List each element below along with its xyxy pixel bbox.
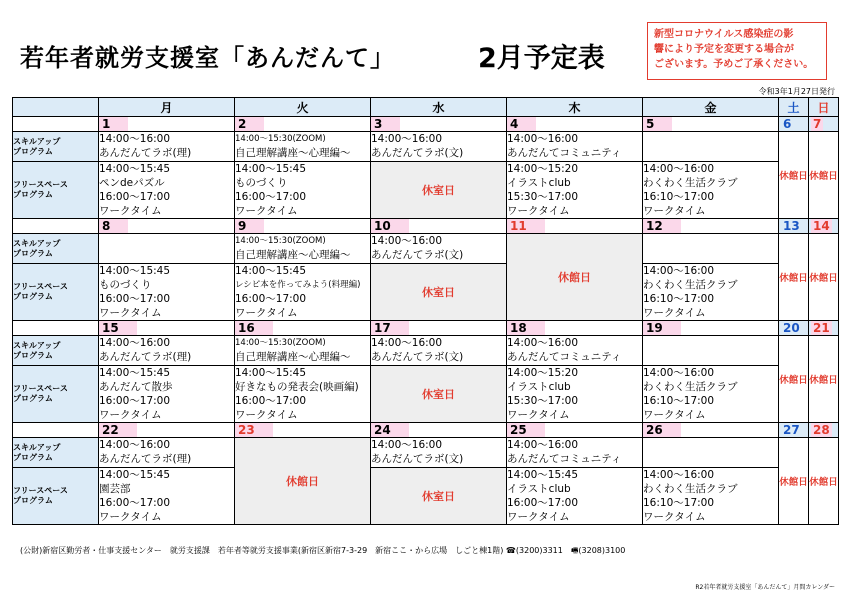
program-line: ワークタイム bbox=[99, 409, 162, 421]
date-row bbox=[13, 117, 839, 132]
program-line: あんだんてラボ(理) bbox=[99, 453, 192, 465]
program-line: ワークタイム bbox=[235, 409, 298, 421]
program-line: 14:00〜16:00 bbox=[507, 439, 579, 451]
thu-skill-program-cell bbox=[507, 336, 643, 366]
program-line: 14:00〜16:00 bbox=[643, 469, 715, 481]
row-label-skillup bbox=[13, 336, 99, 366]
tue-free-program-cell bbox=[235, 366, 371, 423]
program-line: ワークタイム bbox=[507, 511, 570, 523]
date-cell bbox=[643, 321, 779, 336]
program-line: 14:00〜16:00 bbox=[371, 337, 443, 349]
program-line: ワークタイム bbox=[507, 409, 570, 421]
notice-line: 響により予定を変更する場合が bbox=[654, 44, 794, 55]
program-line: 14:00〜16:00 bbox=[507, 133, 579, 145]
date-number: 25 bbox=[507, 423, 545, 437]
date-number: 7 bbox=[813, 117, 822, 131]
program-line: ワークタイム bbox=[507, 205, 570, 217]
building-closed-cell: 休館日 bbox=[507, 234, 643, 321]
thu-free-program-cell bbox=[507, 468, 643, 525]
program-line: 14:00〜15:45 bbox=[99, 469, 171, 481]
program-line: わくわく生活クラブ bbox=[643, 381, 738, 393]
program-line: 16:00〜17:00 bbox=[235, 395, 307, 407]
footer-caption: R2若年者就労支援室「あんだんて」月間カレンダー bbox=[695, 584, 835, 591]
program-line: ワークタイム bbox=[643, 409, 706, 421]
date-number: 27 bbox=[783, 423, 800, 437]
program-line: 16:00〜17:00 bbox=[235, 191, 307, 203]
date-number: 10 bbox=[371, 219, 409, 233]
weekday-mon: 月 bbox=[99, 98, 235, 117]
date-row-blank bbox=[13, 219, 99, 234]
row-label-freespace bbox=[13, 162, 99, 219]
program-line: 14:00〜16:00 bbox=[643, 367, 715, 379]
date-number: 16 bbox=[235, 321, 273, 335]
weekday-sat: 土 bbox=[779, 98, 809, 117]
program-line: レシピ本を作ってみよう(料理編) bbox=[235, 280, 361, 290]
tue-skill-program-cell bbox=[235, 132, 371, 162]
empty-cell bbox=[643, 234, 779, 264]
empty-cell bbox=[643, 132, 779, 162]
mon-skill-program-cell bbox=[99, 132, 235, 162]
date-number: 13 bbox=[783, 219, 800, 233]
program-line: 15:30〜17:00 bbox=[507, 395, 579, 407]
program-line: イラストclub bbox=[507, 381, 571, 393]
program-line: 自己理解講座〜心理編〜 bbox=[235, 147, 351, 159]
program-line: 16:10〜17:00 bbox=[643, 395, 715, 407]
date-number: 8 bbox=[99, 219, 128, 233]
calendar-table bbox=[12, 97, 839, 525]
empty-cell bbox=[643, 336, 779, 366]
program-line: ペンdeパズル bbox=[99, 177, 165, 189]
row-label-line: プログラム bbox=[13, 190, 53, 199]
program-line: 14:00〜16:00 bbox=[99, 337, 171, 349]
row-label-line: プログラム bbox=[13, 496, 53, 505]
date-number: 24 bbox=[371, 423, 409, 437]
date-number: 26 bbox=[643, 423, 681, 437]
date-cell bbox=[99, 117, 235, 132]
date-cell bbox=[779, 423, 809, 438]
program-line: 14:00〜15:45 bbox=[235, 163, 307, 175]
notice-box bbox=[647, 22, 827, 80]
date-number: 12 bbox=[643, 219, 681, 233]
row-label-line: スキルアップ bbox=[13, 238, 61, 248]
program-line: 14:00〜15:45 bbox=[99, 265, 171, 277]
program-line: 14:00〜15:30(ZOOM) bbox=[235, 338, 326, 348]
program-line: わくわく生活クラブ bbox=[643, 177, 738, 189]
date-number: 9 bbox=[235, 219, 264, 233]
program-line: あんだんてコミュニティ bbox=[507, 351, 622, 363]
date-cell bbox=[643, 219, 779, 234]
fri-free-program-cell bbox=[643, 162, 779, 219]
program-line: 14:00〜16:00 bbox=[643, 265, 715, 277]
row-label-line: フリースペース bbox=[13, 180, 68, 189]
program-line: あんだんてラボ(文) bbox=[371, 351, 464, 363]
freespace-row bbox=[13, 264, 839, 321]
date-cell bbox=[99, 423, 235, 438]
program-line: あんだんてコミュニティ bbox=[507, 453, 622, 465]
weekday-fri: 金 bbox=[643, 98, 779, 117]
program-line: 自己理解講座〜心理編〜 bbox=[235, 249, 351, 261]
skillup-row bbox=[13, 336, 839, 366]
program-line: 14:00〜16:00 bbox=[371, 133, 443, 145]
date-cell bbox=[507, 117, 643, 132]
program-line: あんだんてラボ(文) bbox=[371, 147, 464, 159]
weekday-thu: 木 bbox=[507, 98, 643, 117]
room-closed-cell: 休室日 bbox=[371, 264, 507, 321]
program-line: あんだんて散歩 bbox=[99, 381, 173, 393]
date-number: 28 bbox=[813, 423, 830, 437]
date-number: 19 bbox=[643, 321, 681, 335]
row-label-line: フリースペース bbox=[13, 486, 68, 495]
tue-free-program-cell bbox=[235, 162, 371, 219]
date-cell bbox=[643, 423, 779, 438]
row-label-skillup bbox=[13, 234, 99, 264]
mon-free-program-cell bbox=[99, 468, 235, 525]
program-line: イラストclub bbox=[507, 483, 571, 495]
month-title: 2月予定表 bbox=[478, 43, 605, 74]
program-line: 14:00〜15:45 bbox=[235, 265, 307, 277]
program-line: 16:00〜17:00 bbox=[235, 293, 307, 305]
room-closed-cell: 休室日 bbox=[371, 366, 507, 423]
room-closed-cell: 休室日 bbox=[371, 162, 507, 219]
row-label-freespace bbox=[13, 366, 99, 423]
sat-closed-cell: 休館日 bbox=[779, 336, 809, 423]
date-cell bbox=[779, 219, 809, 234]
date-row bbox=[13, 321, 839, 336]
row-label-skillup bbox=[13, 438, 99, 468]
program-line: 14:00〜15:20 bbox=[507, 367, 579, 379]
date-number: 4 bbox=[507, 117, 536, 131]
sat-closed-cell: 休館日 bbox=[779, 234, 809, 321]
program-line: 14:00〜15:45 bbox=[99, 367, 171, 379]
empty-cell bbox=[99, 234, 235, 264]
date-number: 1 bbox=[99, 117, 128, 131]
sun-closed-cell: 休館日 bbox=[809, 336, 839, 423]
sun-closed-cell: 休館日 bbox=[809, 438, 839, 525]
date-cell bbox=[809, 117, 839, 132]
date-cell bbox=[371, 219, 507, 234]
date-row bbox=[13, 423, 839, 438]
program-line: ワークタイム bbox=[643, 205, 706, 217]
fri-free-program-cell bbox=[643, 366, 779, 423]
notice-line: ございます。予めご了承ください。 bbox=[654, 59, 814, 70]
row-label-skillup bbox=[13, 132, 99, 162]
date-cell bbox=[809, 219, 839, 234]
program-line: 14:00〜16:00 bbox=[371, 439, 443, 451]
row-label-line: プログラム bbox=[13, 394, 53, 403]
empty-cell bbox=[643, 438, 779, 468]
program-line: 14:00〜16:00 bbox=[99, 133, 171, 145]
mon-free-program-cell bbox=[99, 264, 235, 321]
program-line: ワークタイム bbox=[99, 307, 162, 319]
program-line: 自己理解講座〜心理編〜 bbox=[235, 351, 351, 363]
program-line: 14:00〜16:00 bbox=[643, 163, 715, 175]
row-label-freespace bbox=[13, 264, 99, 321]
page-title: 若年者就労支援室「あんだんて」 bbox=[20, 44, 395, 72]
date-number: 11 bbox=[507, 219, 545, 233]
skillup-row bbox=[13, 234, 839, 264]
date-number: 2 bbox=[235, 117, 264, 131]
date-cell bbox=[235, 219, 371, 234]
row-label-line: スキルアップ bbox=[13, 442, 61, 452]
date-cell bbox=[507, 219, 643, 234]
date-cell bbox=[779, 117, 809, 132]
tue-skill-program-cell bbox=[235, 336, 371, 366]
date-number: 23 bbox=[235, 423, 273, 437]
date-number: 22 bbox=[99, 423, 137, 437]
program-line: 14:00〜16:00 bbox=[507, 337, 579, 349]
program-line: 14:00〜16:00 bbox=[99, 439, 171, 451]
program-line: あんだんてラボ(理) bbox=[99, 147, 192, 159]
row-label-freespace bbox=[13, 468, 99, 525]
program-line: あんだんてラボ(理) bbox=[99, 351, 192, 363]
row-label-line: スキルアップ bbox=[13, 136, 61, 146]
thu-skill-program-cell bbox=[507, 438, 643, 468]
date-number: 21 bbox=[813, 321, 830, 335]
program-line: ものづくり bbox=[99, 279, 152, 291]
date-number: 15 bbox=[99, 321, 137, 335]
date-cell bbox=[371, 117, 507, 132]
freespace-row bbox=[13, 468, 839, 525]
tue-skill-program-cell bbox=[235, 234, 371, 264]
mon-skill-program-cell bbox=[99, 438, 235, 468]
program-line: 園芸部 bbox=[99, 483, 131, 495]
skillup-row bbox=[13, 132, 839, 162]
program-line: ものづくり bbox=[235, 177, 288, 189]
date-number: 17 bbox=[371, 321, 409, 335]
date-row-blank bbox=[13, 117, 99, 132]
sat-closed-cell: 休館日 bbox=[779, 132, 809, 219]
date-cell bbox=[235, 423, 371, 438]
program-line: 14:00〜15:45 bbox=[99, 163, 171, 175]
program-line: あんだんてコミュニティ bbox=[507, 147, 622, 159]
program-line: 16:00〜17:00 bbox=[99, 395, 171, 407]
date-number: 5 bbox=[643, 117, 672, 131]
row-label-line: スキルアップ bbox=[13, 340, 61, 350]
date-cell bbox=[809, 423, 839, 438]
date-row-blank bbox=[13, 423, 99, 438]
date-cell bbox=[371, 423, 507, 438]
fri-free-program-cell bbox=[643, 264, 779, 321]
program-line: 16:00〜17:00 bbox=[99, 497, 171, 509]
weekday-tue: 火 bbox=[235, 98, 371, 117]
weekday-wed: 水 bbox=[371, 98, 507, 117]
program-line: 16:10〜17:00 bbox=[643, 293, 715, 305]
thu-free-program-cell bbox=[507, 162, 643, 219]
fri-free-program-cell bbox=[643, 468, 779, 525]
weekday-header-row bbox=[13, 98, 839, 117]
program-line: 15:30〜17:00 bbox=[507, 191, 579, 203]
program-line: 14:00〜15:30(ZOOM) bbox=[235, 134, 326, 144]
date-cell bbox=[779, 321, 809, 336]
sat-closed-cell: 休館日 bbox=[779, 438, 809, 525]
program-line: 14:00〜15:45 bbox=[507, 469, 579, 481]
building-closed-cell: 休館日 bbox=[235, 438, 371, 525]
date-cell bbox=[99, 219, 235, 234]
date-row-blank bbox=[13, 321, 99, 336]
date-number: 20 bbox=[783, 321, 800, 335]
date-cell bbox=[809, 321, 839, 336]
row-label-line: プログラム bbox=[13, 248, 53, 258]
mon-free-program-cell bbox=[99, 366, 235, 423]
weekday-sun: 日 bbox=[809, 98, 839, 117]
date-row bbox=[13, 219, 839, 234]
date-cell bbox=[507, 423, 643, 438]
row-label-line: フリースペース bbox=[13, 282, 68, 291]
program-line: あんだんてラボ(文) bbox=[371, 249, 464, 261]
program-line: ワークタイム bbox=[643, 511, 706, 523]
wed-skill-program-cell bbox=[371, 132, 507, 162]
issued-date: 令和3年1月27日発行 bbox=[758, 87, 835, 96]
row-label-line: プログラム bbox=[13, 452, 53, 462]
program-line: 14:00〜16:00 bbox=[371, 235, 443, 247]
freespace-row bbox=[13, 162, 839, 219]
program-line: 16:00〜17:00 bbox=[99, 293, 171, 305]
program-line: 14:00〜15:45 bbox=[235, 367, 307, 379]
room-closed-cell: 休室日 bbox=[371, 468, 507, 525]
program-line: わくわく生活クラブ bbox=[643, 483, 738, 495]
notice-line: 新型コロナウイルス感染症の影 bbox=[654, 29, 794, 40]
date-number: 3 bbox=[371, 117, 400, 131]
date-number: 6 bbox=[783, 117, 792, 131]
date-number: 18 bbox=[507, 321, 545, 335]
thu-free-program-cell bbox=[507, 366, 643, 423]
thu-skill-program-cell bbox=[507, 132, 643, 162]
date-cell bbox=[507, 321, 643, 336]
mon-free-program-cell bbox=[99, 162, 235, 219]
date-cell bbox=[643, 117, 779, 132]
row-label-line: フリースペース bbox=[13, 384, 68, 393]
program-line: ワークタイム bbox=[643, 307, 706, 319]
program-line: 16:00〜17:00 bbox=[507, 497, 579, 509]
program-line: 好きなもの発表会(映画編) bbox=[235, 381, 359, 393]
program-line: ワークタイム bbox=[235, 205, 298, 217]
date-cell bbox=[235, 321, 371, 336]
freespace-row bbox=[13, 366, 839, 423]
date-cell bbox=[99, 321, 235, 336]
program-line: 14:00〜15:20 bbox=[507, 163, 579, 175]
row-label-line: プログラム bbox=[13, 146, 53, 156]
program-line: 16:10〜17:00 bbox=[643, 497, 715, 509]
program-line: わくわく生活クラブ bbox=[643, 279, 738, 291]
date-cell bbox=[235, 117, 371, 132]
corner-cell bbox=[13, 98, 99, 117]
program-line: ワークタイム bbox=[235, 307, 298, 319]
program-line: 16:00〜17:00 bbox=[99, 191, 171, 203]
wed-skill-program-cell bbox=[371, 336, 507, 366]
date-cell bbox=[371, 321, 507, 336]
footer-contact: (公財)新宿区勤労者・仕事支援センター 就労支援課 若年者等就労支援事業(新宿区新宿7-3-29 新宿ここ・から広場 しごと棟1階) ☎(3200)3311 🖷(3208)3100 bbox=[20, 546, 626, 555]
mon-skill-program-cell bbox=[99, 336, 235, 366]
wed-skill-program-cell bbox=[371, 438, 507, 468]
date-number: 14 bbox=[813, 219, 830, 233]
program-line: ワークタイム bbox=[99, 511, 162, 523]
skillup-row bbox=[13, 438, 839, 468]
row-label-line: プログラム bbox=[13, 350, 53, 360]
tue-free-program-cell bbox=[235, 264, 371, 321]
program-line: あんだんてラボ(文) bbox=[371, 453, 464, 465]
wed-skill-program-cell bbox=[371, 234, 507, 264]
row-label-line: プログラム bbox=[13, 292, 53, 301]
program-line: イラストclub bbox=[507, 177, 571, 189]
program-line: 14:00〜15:30(ZOOM) bbox=[235, 236, 326, 246]
sun-closed-cell: 休館日 bbox=[809, 132, 839, 219]
sun-closed-cell: 休館日 bbox=[809, 234, 839, 321]
program-line: 16:10〜17:00 bbox=[643, 191, 715, 203]
program-line: ワークタイム bbox=[99, 205, 162, 217]
